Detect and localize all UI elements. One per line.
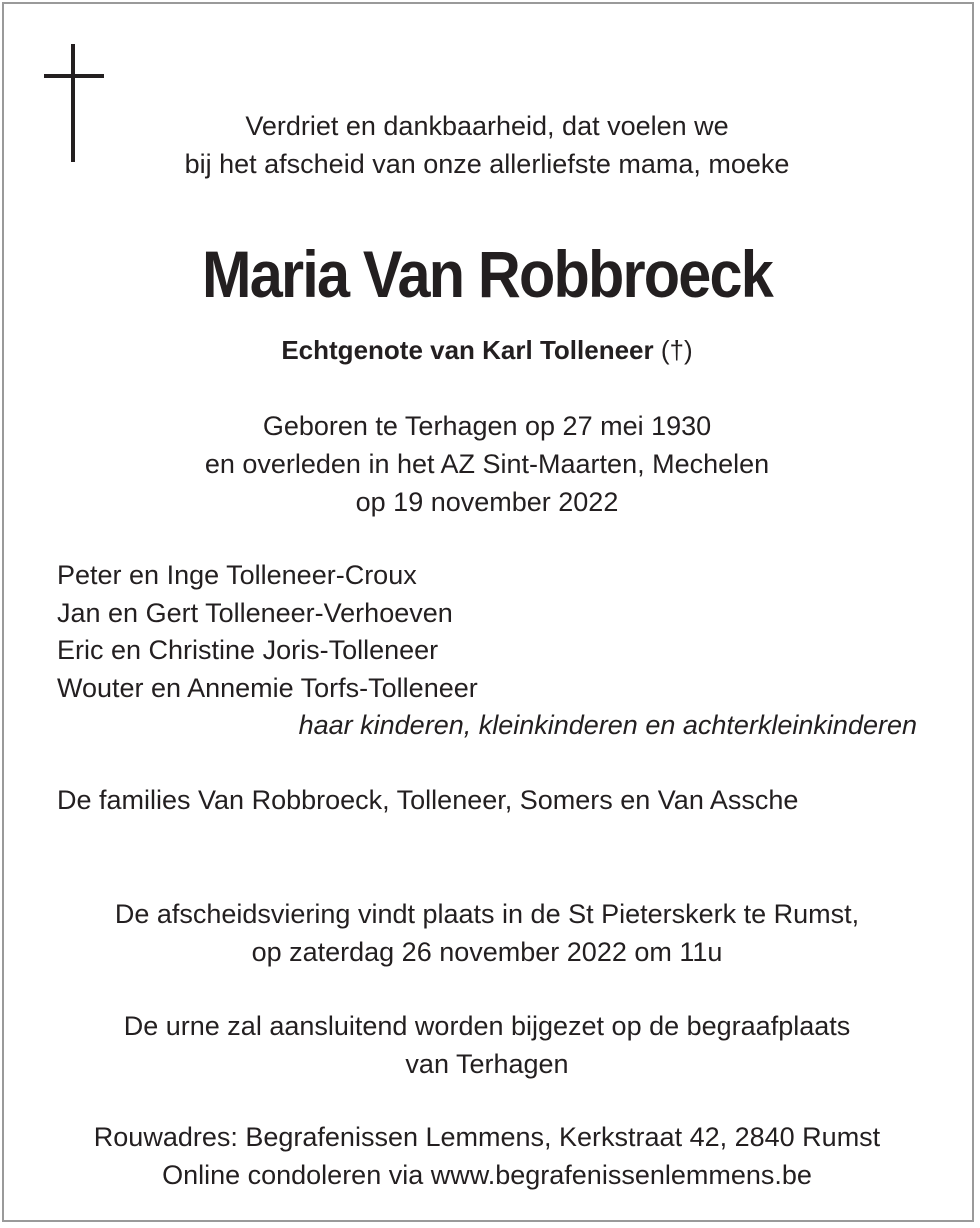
birth-death-info [0,407,974,521]
spouse-line [0,332,974,368]
intro-text [0,107,974,183]
urn-line: van Terhagen [405,1049,569,1079]
relation-caption: haar kinderen, kleinkinderen en achterkleinkinderen [298,710,917,740]
deceased-mark: (†) [660,335,693,365]
ceremony-info [0,895,974,971]
list-item: Wouter en Annemie Torfs-Tolleneer [57,672,478,703]
ceremony-line: De afscheidsviering vindt plaats in de St Pieterskerk te Rumst, [114,899,860,929]
list-item: Eric en Christine Joris-Tolleneer [57,635,439,665]
address-info [0,1118,974,1194]
intro-line: bij het afscheid van onze allerliefste mama, moeke [184,149,790,179]
urn-line: De urne zal aansluitend worden bijgezet op de begraafplaats [123,1011,851,1041]
spouse-text: Echtgenote van Karl Tolleneer [281,335,654,365]
ceremony-line: op zaterdag 26 november 2022 om 11u [251,937,723,967]
list-item: Peter en Inge Tolleneer-Croux [57,560,417,590]
deceased-name: Maria Van Robbroeck [202,237,772,311]
condolence-line: Online condoleren via www.begrafenissenlemmens.be [162,1160,812,1190]
address-line: Rouwadres: Begrafenissen Lemmens, Kerkstraat 42, 2840 Rumst [93,1122,881,1152]
death-date-line: op 19 november 2022 [355,487,619,517]
families-line: De families Van Robbroeck, Tolleneer, Somers en Van Assche [57,785,799,815]
list-item: Jan en Gert Tolleneer-Verhoeven [57,597,453,628]
intro-line: Verdriet en dankbaarheid, dat voelen we [245,111,729,141]
death-place-line: en overleden in het AZ Sint-Maarten, Mechelen [204,449,770,479]
children-list [57,557,478,707]
urn-info [0,1007,974,1083]
birth-line: Geboren te Terhagen op 27 mei 1930 [262,411,712,441]
